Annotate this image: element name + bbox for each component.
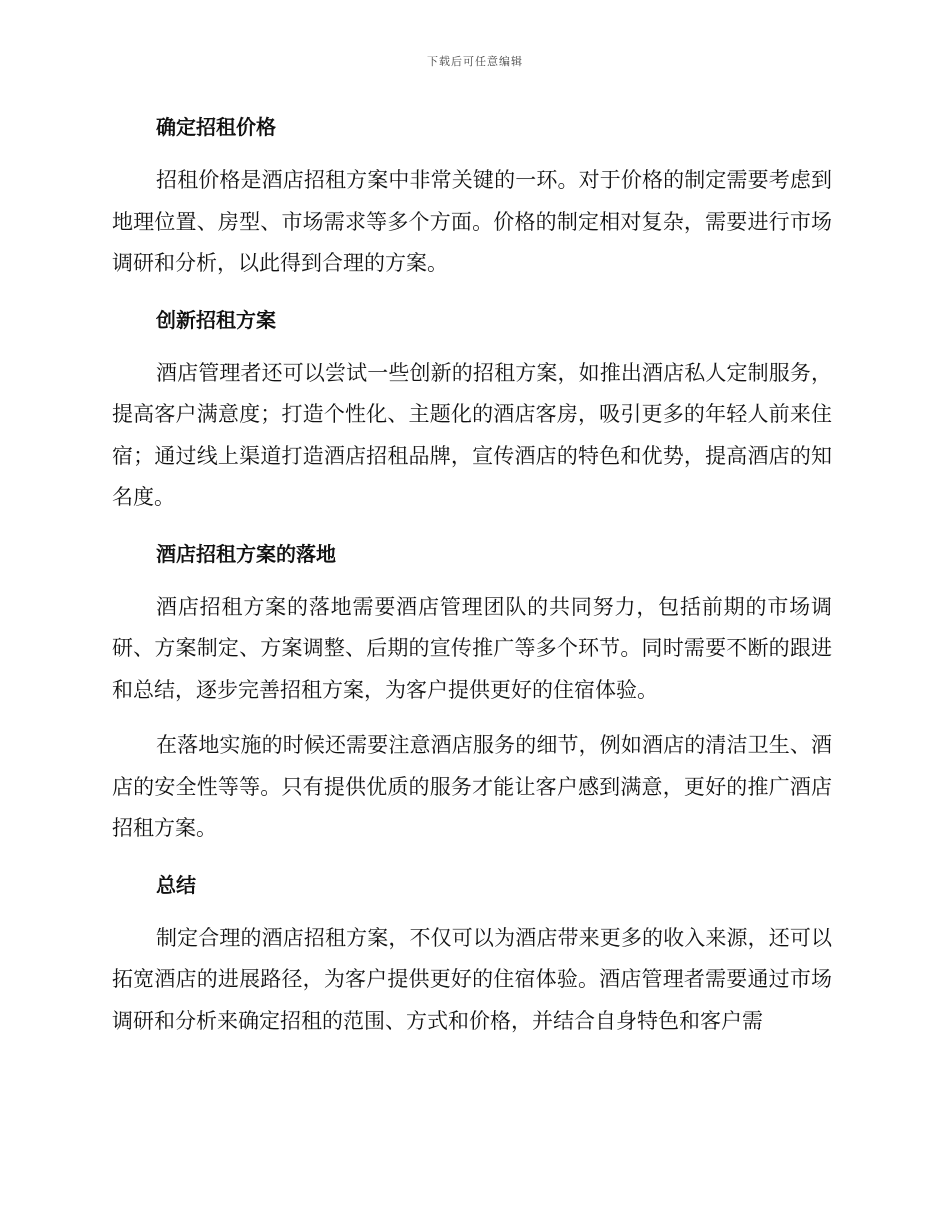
paragraph-pricing: 招租价格是酒店招租方案中非常关键的一环。对于价格的制定需要考虑到地理位置、房型、市场需求等多个方面。价格的制定相对复杂，需要进行市场调研和分析，以此得到合理的方案。 [112,168,832,275]
paragraph-implementation-2: 在落地实施的时候还需要注意酒店服务的细节，例如酒店的清洁卫生、酒店的安全性等等。只有提供优质的服务才能让客户感到满意，更好的推广酒店招租方案。 [112,733,832,840]
document-body [112,108,832,1058]
section-heading-pricing: 确定招租价格 [156,115,276,139]
section-heading-innovation: 创新招租方案 [156,307,276,332]
page-header-note: 下载后可任意编辑 [427,55,523,68]
paragraph-innovation: 酒店管理者还可以尝试一些创新的招租方案，如推出酒店私人定制服务，提高客户满意度；打造个性化、主题化的酒店客房，吸引更多的年轻人前来住宿；通过线上渠道打造酒店招租品牌，宣传酒店的特色和优势，提高酒店的知名度。 [112,360,832,509]
section-heading-summary: 总结 [156,872,196,897]
section-heading-implementation: 酒店招租方案的落地 [156,541,336,566]
paragraph-summary: 制定合理的酒店招租方案，不仅可以为酒店带来更多的收入来源，还可以拓宽酒店的进展路径，为客户提供更好的住宿体验。酒店管理者需要通过市场调研和分析来确定招租的范围、方式和价格，并结合自身特色和客户需 [112,925,832,1033]
paragraph-implementation-1: 酒店招租方案的落地需要酒店管理团队的共同努力，包括前期的市场调研、方案制定、方案调整、后期的宣传推广等多个环节。同时需要不断的跟进和总结，逐步完善招租方案，为客户提供更好的住宿体验。 [112,594,832,702]
